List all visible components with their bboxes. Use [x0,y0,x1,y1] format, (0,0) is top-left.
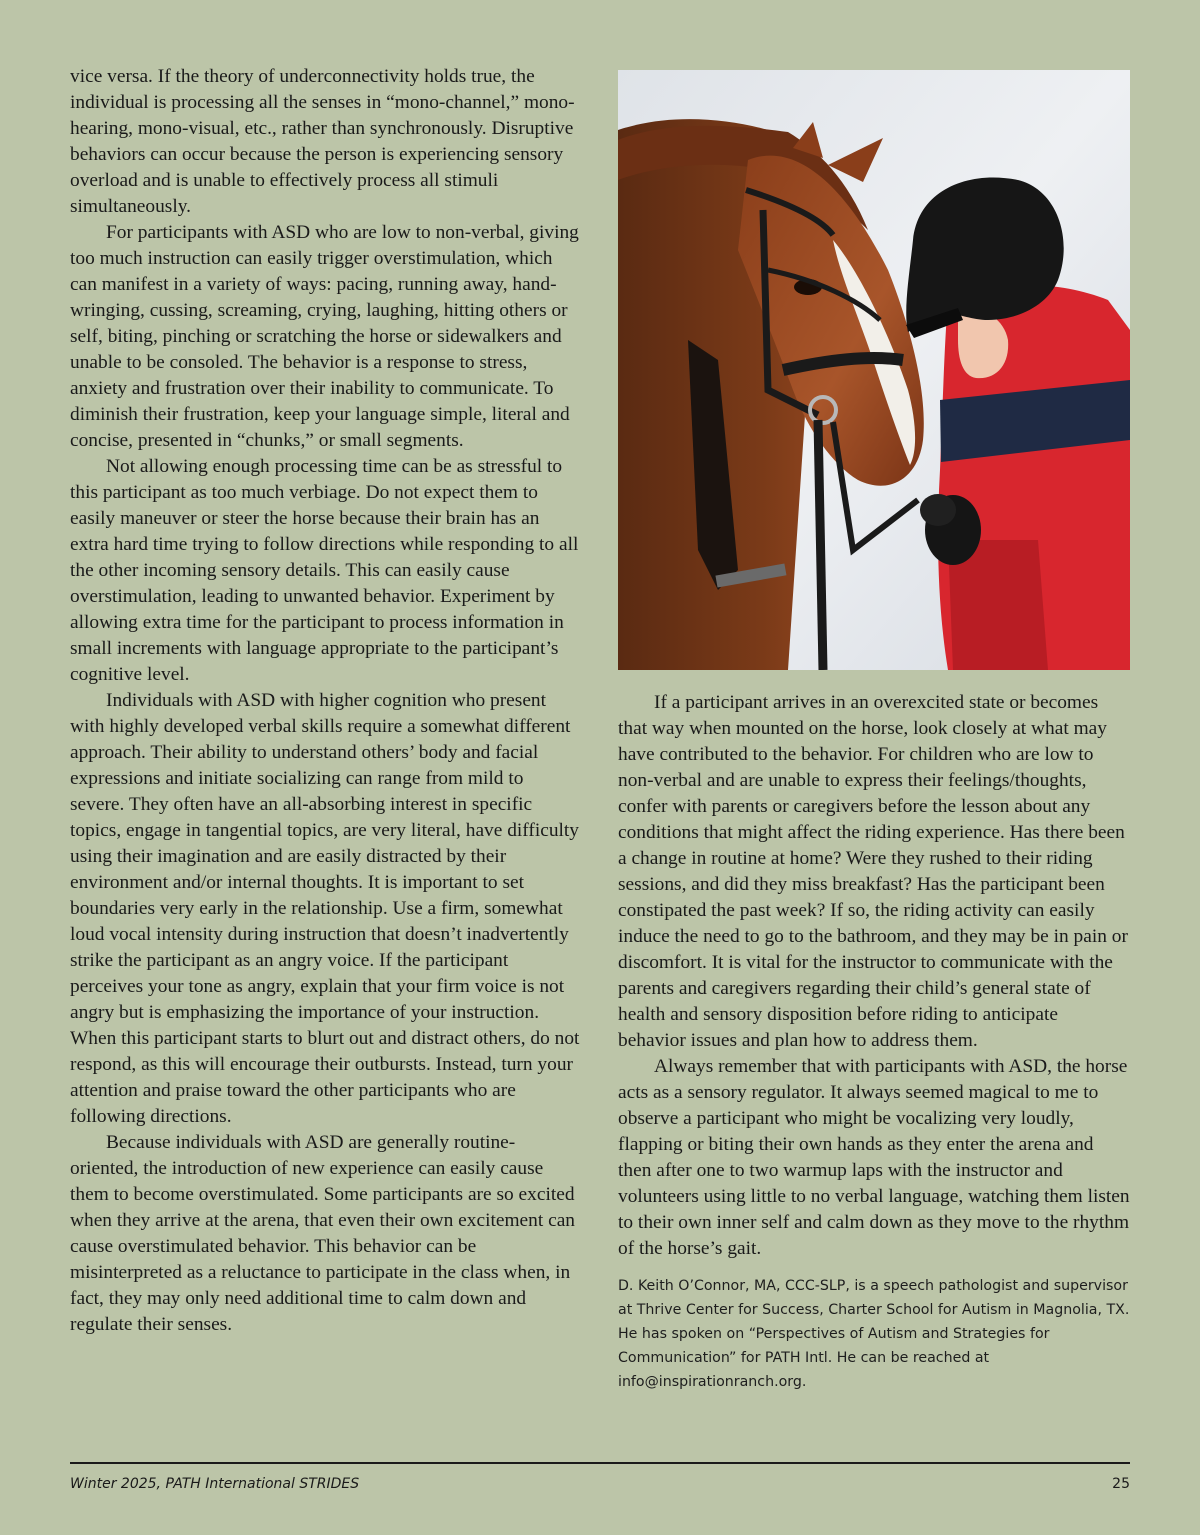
paragraph: Individuals with ASD with higher cognition who present with highly developed verbal skills require a somewhat different approach. Their ability to understand others’ body and facial expressions and initiate socializing can range from mild to severe. They often have an all-absorbing interest in specific topics, engage in tangential topics, are very literal, have difficulty using their imagination and are easily distracted by their environment and/or internal thoughts. It is important to set boundaries very early in the relationship. Use a firm, somewhat loud vocal intensity during instruction that doesn’t inadvertently strike the participant as an angry voice. If the participant perceives your tone as angry, explain that your firm voice is not angry but is emphasizing the importance of your instruction. When this participant starts to blurt out and distract others, do not respond, as this will encourage their outbursts. Instead, turn your attention and praise toward the other participants who are following directions. [70,690,580,1127]
paragraph: vice versa. If the theory of underconnectivity holds true, the individual is processing all the senses in “mono-channel,” mono-hearing, mono-visual, etc., rather than synchronously. Disruptive behaviors can occur because the person is experiencing sensory overload and is unable to effectively process all stimuli simultaneously. [70,66,575,217]
footer-publication: Winter 2025, PATH International STRIDES [70,1476,360,1492]
horse-and-child-photo [618,70,1130,670]
paragraph: For participants with ASD who are low to non-verbal, giving too much instruction can easily trigger overstimulation, which can manifest in a variety of ways: pacing, running away, hand-wringing, cussing, screaming, crying, laughing, hitting others or self, biting, pinching or scratching the horse or sidewalkers and unable to be consoled. The behavior is a response to stress, anxiety and frustration over their inability to communicate. To diminish their frustration, keep your language simple, literal and concise, presented in “chunks,” or small segments. [70,222,579,451]
article-left-column [70,64,582,1338]
paragraph: If a participant arrives in an overexcited state or becomes that way when mounted on the horse, look closely at what may have contributed to the behavior. For children who are low to non-verbal and are unable to express their feelings/thoughts, confer with parents or caregivers before the lesson about any conditions that might affect the riding experience. Has there been a change in routine at home? Were they rushed to their riding sessions, and did they miss breakfast? Has the participant been constipated the past week? If so, the riding activity can easily induce the need to go to the bathroom, and they may be in pain or discomfort. It is vital for the instructor to communicate with the parents and caregivers regarding their child’s general state of health and sensory disposition before riding to anticipate behavior issues and plan how to address them. [618,692,1128,1051]
page-number: 25 [1112,1476,1130,1492]
photo-illustration [618,70,1130,670]
paragraph: Always remember that with participants with ASD, the horse acts as a sensory regulator. It always seemed magical to me to observe a participant who might be vocalizing very loudly, flapping or biting their own hands as they enter the arena and then after one to two warmup laps with the instructor and volunteers using little to no verbal language, watching them listen to their own inner self and calm down as they move to the rhythm of the horse’s gait. [618,1056,1130,1259]
paragraph: Not allowing enough processing time can be as stressful to this participant as too much verbiage. Do not expect them to easily maneuver or steer the horse because their brain has an extra hard time trying to follow directions while responding to all the other incoming sensory details. This can easily cause overstimulation, leading to unwanted behavior. Experiment by allowing extra time for the participant to process information in small increments with language appropriate to the participant’s cognitive level. [70,456,579,685]
author-bio: D. Keith O’Connor, MA, CCC-SLP, is a speech pathologist and supervisor at Thrive Center for Success, Charter School for Autism in Magnolia, TX. He has spoken on “Perspectives of Autism and Strategies for Communication” for PATH Intl. He can be reached at info@inspirationranch.org. [618,1278,1130,1390]
paragraph: Because individuals with ASD are generally routine-oriented, the introduction of new experience can easily cause them to become overstimulated. Some participants are so excited when they arrive at the arena, that even their own excitement can cause overstimulated behavior. This behavior can be misinterpreted as a reluctance to participate in the class when, in fact, they may only need additional time to calm down and regulate their senses. [70,1132,575,1335]
article-right-column [618,690,1130,1394]
footer-divider [70,1462,1130,1464]
